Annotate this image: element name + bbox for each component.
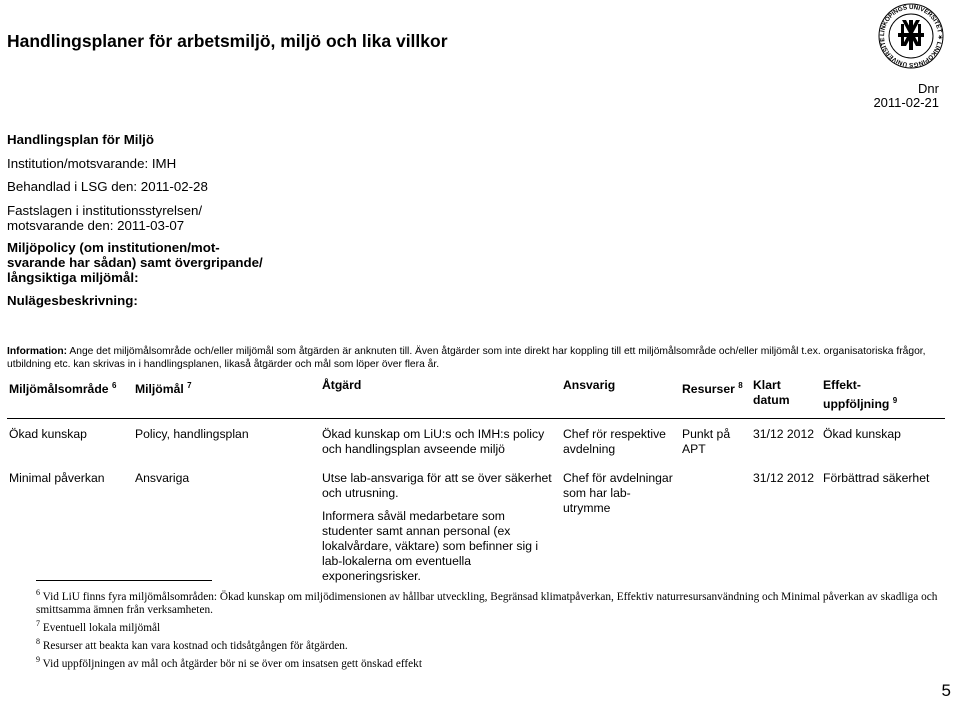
header-effekt: Effekt- uppföljning $^9$ (821, 374, 945, 419)
header-omrade: Miljömålsområde $^6$ (7, 374, 133, 419)
header-klart: Klart datum (751, 374, 821, 419)
footnote: $^8$ Resurser att beakta kan vara kostnad och tidsåtgången för åtgärden. (36, 637, 348, 652)
footnote: $^7$ Eventuell lokala miljömål (36, 619, 161, 634)
dnr-label: Dnr (918, 81, 939, 96)
policy-field-line2: svarande har sådan) samt övergripande/ (7, 255, 263, 270)
header-resurser: Resurser $^8$ (680, 374, 751, 419)
nulage-field: Nulägesbeskrivning: (7, 293, 138, 308)
information-label: Information: (7, 346, 68, 357)
plan-heading: Handlingsplan för Miljö (7, 132, 154, 147)
atgard-part1: Utse lab-ansvariga för att se över säkerhet och utrusning. (322, 471, 552, 501)
footnotes (36, 586, 956, 671)
cell-omrade: Ökad kunskap (9, 427, 87, 442)
cell-ansvarig: Chef för avdelningar som har lab-utrymme (563, 471, 673, 516)
institution-field: Institution/motsvarande: IMH (7, 156, 177, 171)
policy-field-line1: Miljöpolicy (om institutionen/mot- (7, 240, 220, 255)
cell-atgard: Ökad kunskap om LiU:s och IMH:s policy och handlingsplan avseende miljö (322, 427, 545, 457)
page-number: 5 (941, 681, 951, 700)
footnote: $^9$ Vid uppföljningen av mål och åtgärder bör ni se över om insatsen gett önskad effekt (36, 655, 422, 670)
page-title: Handlingsplaner för arbetsmiljö, miljö och lika villkor (7, 31, 448, 51)
fastslagen-field-line2: motsvarande den: 2011-03-07 (7, 218, 185, 233)
header-ansvarig: Ansvarig (561, 374, 680, 419)
header-atgard: Åtgärd (320, 374, 561, 419)
document-meta (873, 82, 939, 110)
cell-effekt: Ökad kunskap (823, 427, 901, 442)
cell-omrade: Minimal påverkan (9, 471, 105, 486)
cell-atgard (320, 469, 561, 586)
cell-ansvarig: Chef rör respektive avdelning (563, 427, 666, 457)
svg-text:LINKÖPINGS UNIVERSITET ✶ LINKÖ: LINKÖPINGS UNIVERSITET ✶ LINKÖPINGS UNIVERSITE (878, 3, 944, 69)
table-row (7, 419, 945, 470)
footnote-divider (36, 580, 212, 581)
information-note (7, 345, 952, 371)
information-text: Ange det miljömålsområde och/eller miljömål som åtgärden är anknuten till. Även åtgärder som inte direkt har koppling till ett miljömålsområde och/eller miljömål t.ex. organisatoriska frågor, utbildning etc. kan skrivas in i handlingsplanen, likaså åtgärder och mål som löper över flera år. (7, 346, 926, 370)
cell-resurser (680, 469, 751, 586)
table-row (7, 469, 945, 586)
policy-field-line3: långsiktiga miljömål: (7, 270, 139, 285)
header-mal: Miljömål $^7$ (133, 374, 320, 419)
cell-mal: Policy, handlingsplan (135, 427, 249, 442)
action-plan-table (7, 374, 945, 586)
university-logo (867, 2, 955, 70)
footnote: $^6$ Vid LiU finns fyra miljömålsområden: Ökad kunskap om miljödimensionen av hållbar utveckling, Begränsad klimatpåverkan, Effektiv naturresursanvändning och Minimal påverkan av skadliga och smittsamma ämnen från verksamheten. (36, 588, 938, 616)
atgard-part2: Informera såväl medarbetare som studenter samt annan personal (ex lokalvårdare, väktare) som befinner sig i lab-lokalerna om eventuella exponeringsrisker. (322, 509, 539, 584)
cell-klart: 31/12 2012 (753, 471, 814, 486)
behandlad-field: Behandlad i LSG den: 2011-02-28 (7, 179, 208, 194)
cell-resurser: Punkt på APT (682, 427, 731, 457)
cell-klart: 31/12 2012 (753, 427, 814, 442)
cell-mal: Ansvariga (135, 471, 190, 486)
fastslagen-field-line1: Fastslagen i institutionsstyrelsen/ (7, 203, 203, 218)
document-date: 2011-02-21 (873, 95, 939, 110)
cell-effekt: Förbättrad säkerhet (823, 471, 930, 486)
table-header-row (7, 374, 945, 419)
